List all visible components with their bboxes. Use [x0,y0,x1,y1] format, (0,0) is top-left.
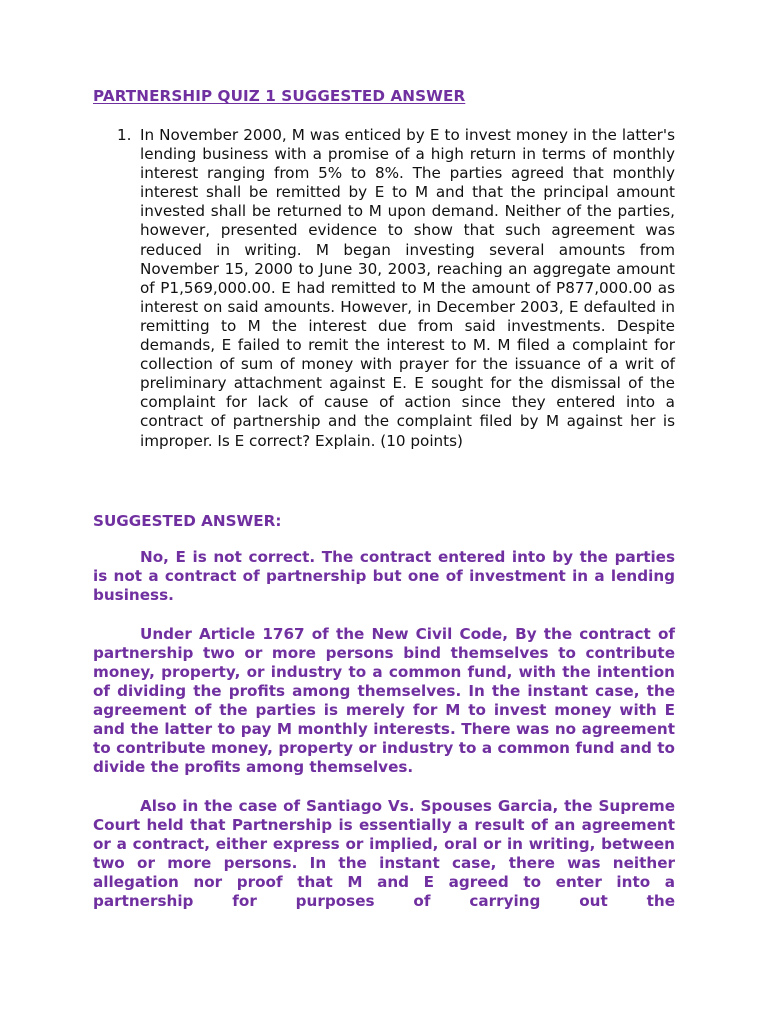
question-text: In November 2000, M was enticed by E to invest money in the latter's lending business with a promise of a high return in terms of monthly interest ranging from 5% to 8%. The parties agreed that monthly interest shall be remitted by E to M and that the principal amount invested shall be returned to M upon demand. Neither of the parties, however, presented evidence to show that such agreement was reduced in writing. M began investing several amounts from November 15, 2000 to June 30, 2003, reaching an aggregate amount of P1,569,000.00. E had remitted to M the amount of P877,000.00 as interest on said amounts. However, in December 2003, E defaulted in remitting to M the interest due from said investments. Despite demands, E failed to remit the interest to M. M filed a complaint for collection of sum of money with prayer for the issuance of a writ of preliminary attachment against E. E sought for the dismissal of the complaint for lack of cause of action since they entered into a contract of partnership and the complaint filed by M against her is improper. Is E correct? Explain. (10 points) [140,126,675,450]
question-number: 1. [117,126,132,144]
question-item [93,126,675,451]
answer-heading: SUGGESTED ANSWER: [93,512,282,530]
answer-paragraph: Also in the case of Santiago Vs. Spouses Garcia, the Supreme Court held that Partnership is essentially a result of an agreement or a contract, either express or implied, oral or in writing, between two or more persons. In the instant case, there was neither allegation nor proof that M and E agreed to enter into a partnership for purposes of carrying out the [93,796,675,911]
document-title: PARTNERSHIP QUIZ 1 SUGGESTED ANSWER [93,87,466,105]
answer-paragraph: No, E is not correct. The contract entered into by the parties is not a contract of partnership but one of investment in a lending business. [93,548,675,605]
answer-paragraph: Under Article 1767 of the New Civil Code, By the contract of partnership two or more persons bind themselves to contribute money, property, or industry to a common fund, with the intention of dividing the profits among themselves. In the instant case, the agreement of the parties is merely for M to invest money with E and the latter to pay M monthly interests. There was no agreement to contribute money, property or industry to a common fund and to divide the profits among themselves. [93,624,675,777]
answer-body [93,548,675,911]
question-list [93,126,675,451]
